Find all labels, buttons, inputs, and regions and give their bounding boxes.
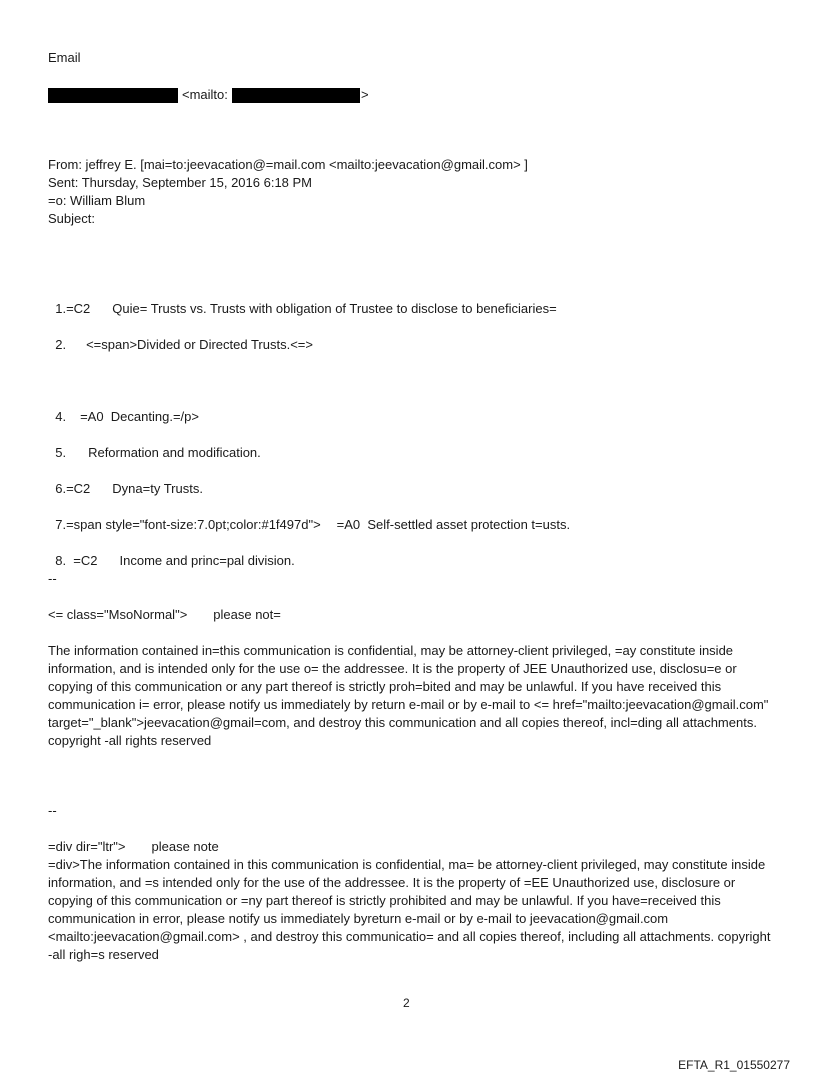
list-item	[48, 498, 570, 534]
document-id: EFTA_R1_01550277	[678, 1058, 790, 1072]
list-item	[48, 462, 203, 498]
subject-line: Subject:	[48, 211, 95, 226]
from-line: From: jeffrey E. [mai=to:jeevacation@=mail.com <mailto:jeevacation@gmail.com> ]	[48, 157, 528, 172]
page-number: 2	[403, 996, 410, 1010]
list-item-text: =A0 Decanting.=/p>	[80, 409, 199, 424]
list-item	[48, 390, 199, 426]
list-item-number: 7.=span style="font-size:7.0pt;color:#1f497d">	[55, 517, 321, 532]
redaction-bar-name	[48, 88, 178, 103]
list-item-text: <=span>Divided or Directed Trusts.<=>	[86, 337, 313, 352]
mailto-close-text: >	[361, 87, 369, 102]
div-line-text: please note	[151, 839, 219, 854]
separator: --	[48, 571, 57, 586]
list-item-text: Income and princ=pal division.	[119, 553, 295, 568]
list-item-text: Dyna=ty Trusts.	[112, 481, 203, 496]
list-item-number: 4.	[55, 409, 67, 424]
div-line	[48, 838, 219, 856]
to-line: =o: William Blum	[48, 193, 146, 208]
sent-line: Sent: Thursday, September 15, 2016 6:18 PM	[48, 175, 313, 190]
class-line-prefix: <= class="MsoNormal">	[48, 607, 188, 622]
div-line-prefix: =div dir="ltr">	[48, 839, 126, 854]
list-item-number: 5.	[55, 445, 67, 460]
list-item-number: 2.	[55, 337, 67, 352]
redaction-bar-address	[232, 88, 360, 103]
list-item-text: Quie= Trusts vs. Trusts with obligation of Trustee to disclose to beneficiaries=	[112, 301, 557, 316]
list-item	[48, 534, 295, 570]
class-line	[48, 606, 281, 624]
class-line-text: please not=	[213, 607, 281, 622]
list-item	[48, 282, 557, 318]
list-item	[48, 318, 313, 354]
email-label: Email	[48, 50, 81, 65]
list-item-text: Reformation and modification.	[88, 445, 261, 460]
disclaimer-paragraph: The information contained in=this communication is confidential, may be attorney-client privileged, =ay constitute inside information, and is intended only for the use o= the addressee. It is the property of JEE Unauthorized use, disclosu=e or copying of this communication or any part thereof is strictly proh=bited and may be unlawful. If you have received this communication i= error, please notify us immediately by return e-mail or by e-mail to <= href="mailto:jeevacation@gmail.com" target="_blank">jeevacation@gmail=com, and destroy this communication and all copies thereof, incl=ding all attachments. copyright -all rights reserved	[48, 643, 769, 748]
list-item-text: =A0 Self-settled asset protection t=usts.	[336, 517, 571, 532]
mailto-open-text: <mailto:	[182, 87, 228, 102]
separator: --	[48, 803, 57, 818]
list-item-number: 8. =C2	[55, 553, 98, 568]
list-item-number: 1.=C2	[55, 301, 91, 316]
list-item-number: 6.=C2	[55, 481, 91, 496]
disclaimer-paragraph: =div>The information contained in this communication is confidential, ma= be attorney-client privileged, may constitute inside information, and =s intended only for the use of the addressee. It is the property of =EE Unauthorized use, disclosure or copying of this communication or =ny part thereof is strictly prohibited and may be unlawful. If you have=received this communication in error, please notify us immediately byreturn e-mail or by e-mail to jeevacation@gmail.com <mailto:jeevacation@gmail.com> , and destroy this communicatio= and all copies thereof, including all attachments. copyright -all righ=s reserved	[48, 857, 771, 962]
list-item	[48, 426, 261, 462]
